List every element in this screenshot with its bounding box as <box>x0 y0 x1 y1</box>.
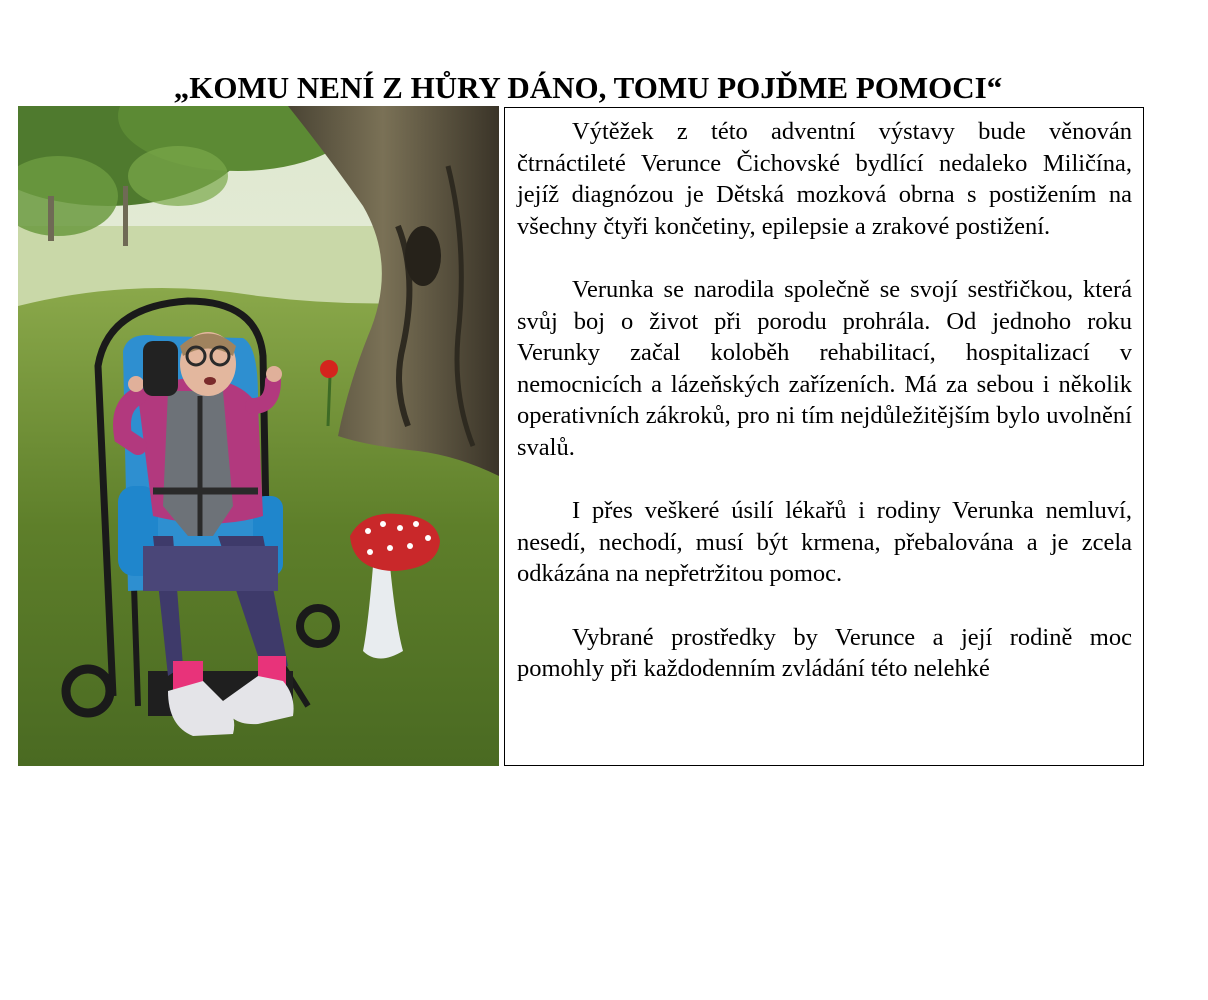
page-title: „KOMU NENÍ Z HŮRY DÁNO, TOMU POJĎME POMOCI“ <box>173 70 1003 105</box>
paragraph-2: Verunka se narodila společně se svojí sestřičkou, která svůj boj o život při porodu prohrála. Od jednoho roku Verunky začal koloběh rehabilitací, hospitalizací v nemocnicích a lázeňských zařízeních. Má za sebou i několik operativních zákroků, pro ni tím nejdůležitějším bylo uvolnění svalů. <box>517 276 1132 461</box>
photo-girl-wheelchair <box>18 106 499 766</box>
paragraph-4: Vybrané prostředky by Verunce a její rodině moc pomohly při každodenním zvládání této nelehké <box>517 623 1132 682</box>
photo-illustration <box>18 106 499 766</box>
paragraph-3: I přes veškeré úsilí lékařů i rodiny Verunka nemluví, nesedí, nechodí, musí být krmena, přebalována a je zcela odkázána na nepřetržitou pomoc. <box>517 497 1132 587</box>
paragraph-1: Výtěžek z této adventní výstavy bude věnován čtrnáctileté Verunce Čichovské bydlící nedaleko Miličína, jejíž diagnózou je Dětská mozková obrna s postižením na všechny čtyři končetiny, epilepsie a zrakové postižení. <box>517 118 1132 240</box>
text-box <box>504 107 1144 766</box>
